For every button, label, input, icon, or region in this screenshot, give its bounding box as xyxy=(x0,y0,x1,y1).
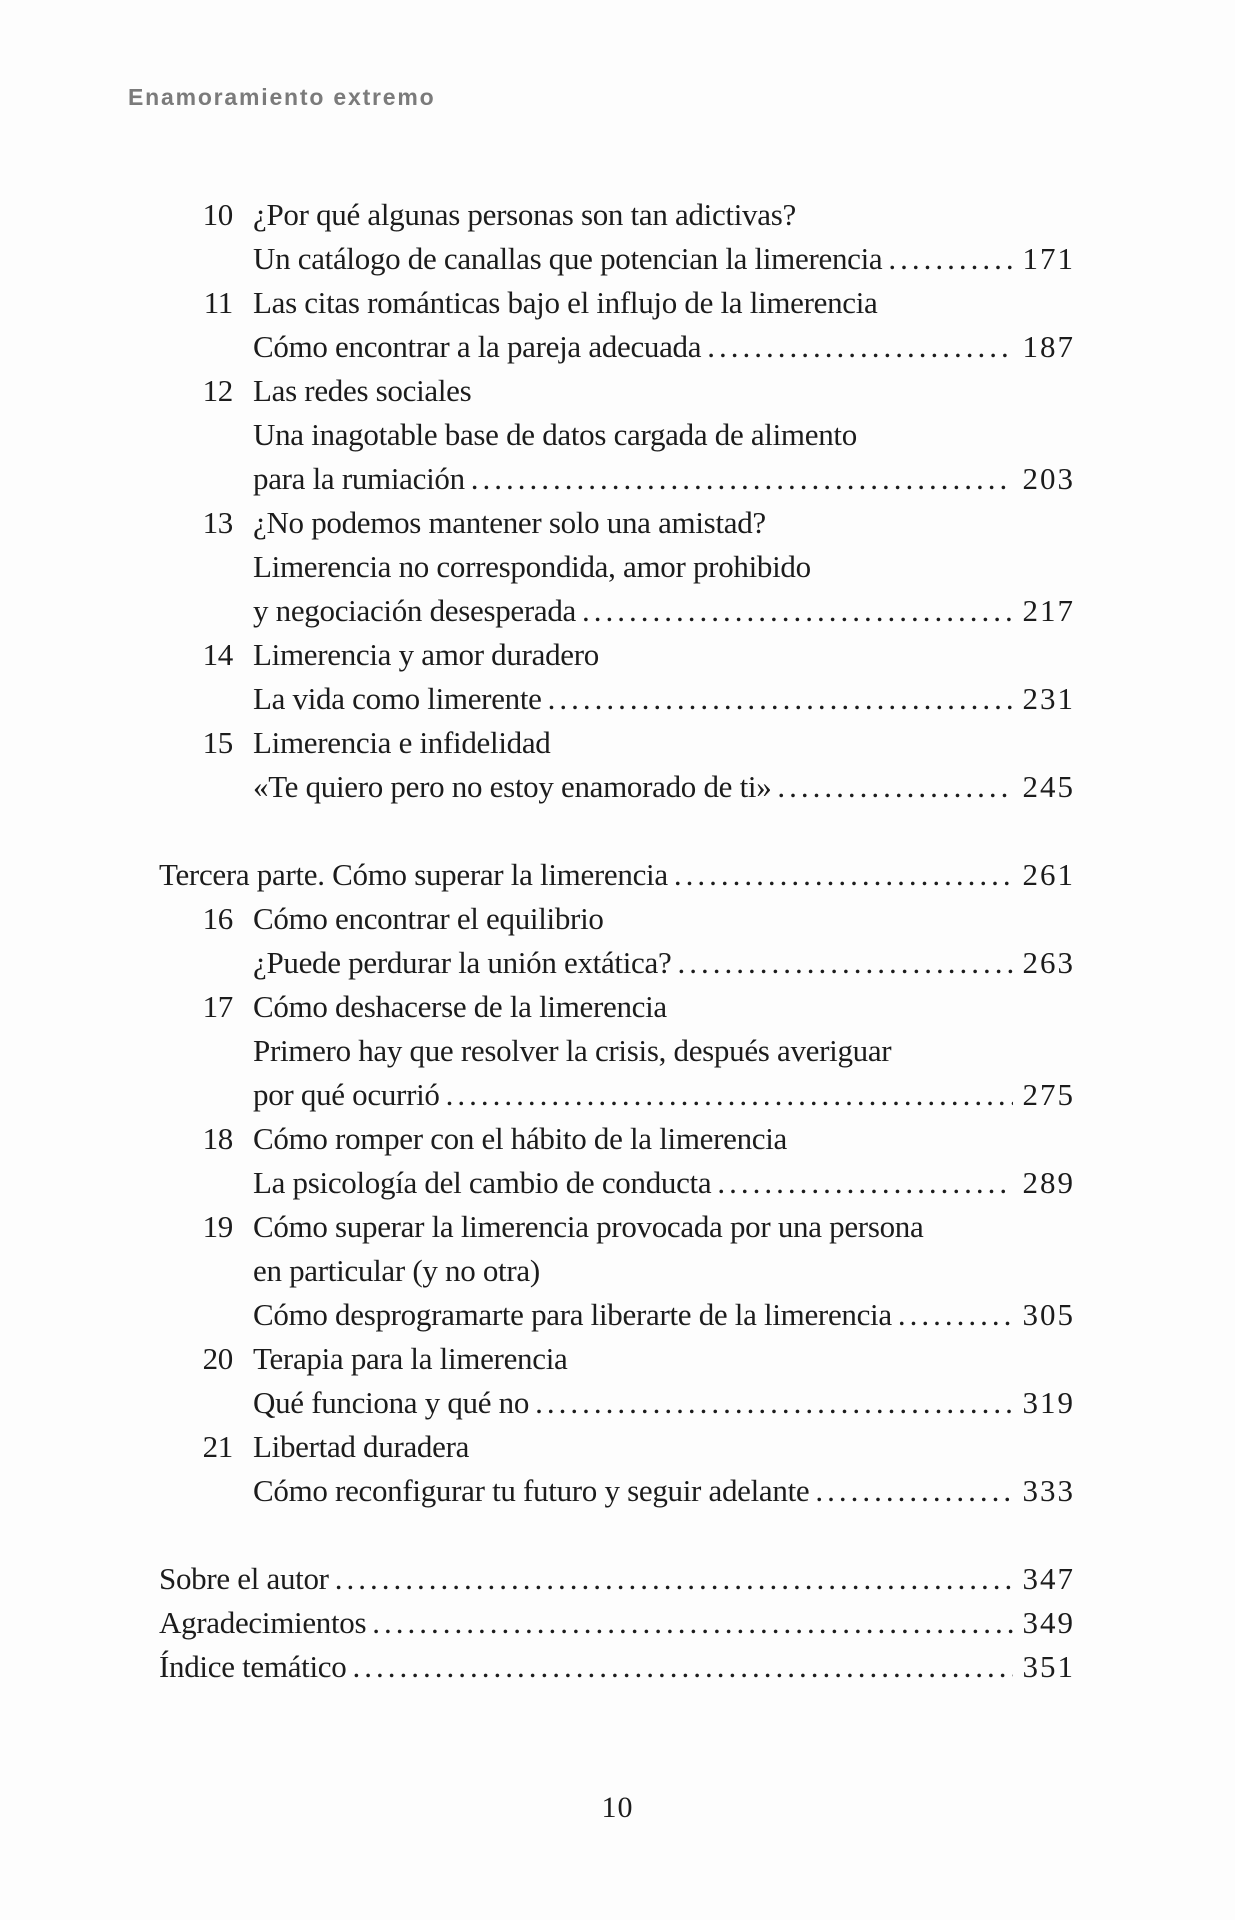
toc-continuation-row xyxy=(159,1381,1075,1425)
toc-chapter-row xyxy=(159,897,1075,941)
dot-leader xyxy=(898,1293,1013,1337)
chapter-number: 18 xyxy=(202,1121,233,1156)
toc-chapter-row xyxy=(159,1205,1075,1249)
toc-part-row xyxy=(159,853,1075,897)
dot-leader xyxy=(707,325,1012,369)
dot-leader xyxy=(674,853,1013,897)
entry-text: en particular (y no otra) xyxy=(253,1253,540,1288)
toc-continuation-row xyxy=(159,765,1075,809)
dot-leader xyxy=(717,1161,1012,1205)
entry-page-number: 347 xyxy=(1022,1561,1075,1596)
toc-backmatter-row xyxy=(159,1601,1075,1645)
entry-text: ¿No podemos mantener solo una amistad? xyxy=(253,505,766,540)
toc-continuation-row xyxy=(159,545,1075,589)
entry-page-number: 289 xyxy=(1022,1165,1075,1200)
entry-page-number: 319 xyxy=(1022,1385,1075,1420)
entry-page-number: 349 xyxy=(1022,1605,1075,1640)
toc-continuation-row xyxy=(159,677,1075,721)
toc-continuation-row xyxy=(159,1469,1075,1513)
toc-continuation-row xyxy=(159,1073,1075,1117)
toc-chapter-row xyxy=(159,633,1075,677)
toc-continuation-row xyxy=(159,1029,1075,1073)
chapter-number: 15 xyxy=(202,725,233,760)
entry-text: Las citas románticas bajo el influjo de la limerencia xyxy=(253,285,878,320)
entry-text: Una inagotable base de datos cargada de alimento xyxy=(253,417,857,452)
entry-page-number: 203 xyxy=(1022,461,1075,496)
entry-text: Tercera parte. Cómo superar la limerencia xyxy=(159,857,668,892)
toc-chapter-row xyxy=(159,1425,1075,1469)
entry-text: Cómo desprogramarte para liberarte de la limerencia xyxy=(253,1297,892,1332)
entry-text: Qué funciona y qué no xyxy=(253,1385,530,1420)
entry-text: para la rumiación xyxy=(253,461,465,496)
entry-text: Primero hay que resolver la crisis, después averiguar xyxy=(253,1033,892,1068)
dot-leader xyxy=(446,1073,1013,1117)
toc-continuation-row xyxy=(159,237,1075,281)
dot-leader xyxy=(677,941,1012,985)
entry-page-number: 171 xyxy=(1022,241,1075,276)
chapter-number: 13 xyxy=(202,505,233,540)
dot-leader xyxy=(471,457,1013,501)
entry-text: Cómo superar la limerencia provocada por una persona xyxy=(253,1209,924,1244)
entry-text: Cómo reconfigurar tu futuro y seguir adelante xyxy=(253,1473,810,1508)
running-header: Enamoramiento extremo xyxy=(128,84,436,110)
chapter-number: 21 xyxy=(202,1429,233,1464)
toc-continuation-row xyxy=(159,589,1075,633)
toc-chapter-row xyxy=(159,501,1075,545)
entry-text: Agradecimientos xyxy=(159,1605,367,1640)
dot-leader xyxy=(777,765,1012,809)
entry-page-number: 351 xyxy=(1022,1649,1075,1684)
toc-continuation-row xyxy=(159,413,1075,457)
entry-text: Limerencia e infidelidad xyxy=(253,725,551,760)
chapter-number: 20 xyxy=(202,1341,233,1376)
entry-page-number: 231 xyxy=(1022,681,1075,716)
chapter-number: 16 xyxy=(202,901,233,936)
entry-page-number: 305 xyxy=(1022,1297,1075,1332)
chapter-number: 19 xyxy=(202,1209,233,1244)
folio-page-number: 10 xyxy=(601,1791,634,1824)
toc-continuation-row xyxy=(159,941,1075,985)
entry-text: Cómo deshacerse de la limerencia xyxy=(253,989,667,1024)
dot-leader xyxy=(582,589,1012,633)
dot-leader xyxy=(372,1601,1012,1645)
entry-page-number: 263 xyxy=(1022,945,1075,980)
toc-chapter-row xyxy=(159,1337,1075,1381)
toc-chapter-row xyxy=(159,1117,1075,1161)
toc-continuation-row xyxy=(159,325,1075,369)
toc-chapter-row xyxy=(159,721,1075,765)
dot-leader xyxy=(548,677,1013,721)
entry-text: Libertad duradera xyxy=(253,1429,470,1464)
toc-backmatter-row xyxy=(159,1645,1075,1689)
entry-text: Las redes sociales xyxy=(253,373,472,408)
entry-text: Cómo encontrar a la pareja adecuada xyxy=(253,329,702,364)
entry-text: por qué ocurrió xyxy=(253,1077,440,1112)
toc-chapter-row xyxy=(159,281,1075,325)
entry-page-number: 187 xyxy=(1022,329,1075,364)
table-of-contents xyxy=(159,193,1075,1689)
entry-text: Limerencia y amor duradero xyxy=(253,637,599,672)
chapter-number: 14 xyxy=(202,637,233,672)
entry-text: y negociación desesperada xyxy=(253,593,577,628)
entry-text: «Te quiero pero no estoy enamorado de ti» xyxy=(253,769,772,804)
toc-chapter-row xyxy=(159,193,1075,237)
entry-text: Índice temático xyxy=(159,1649,347,1684)
entry-page-number: 261 xyxy=(1022,857,1075,892)
entry-page-number: 245 xyxy=(1022,769,1075,804)
dot-leader xyxy=(815,1469,1012,1513)
chapter-number: 10 xyxy=(202,197,233,232)
entry-text: Limerencia no correspondida, amor prohibido xyxy=(253,549,811,584)
entry-text: ¿Puede perdurar la unión extática? xyxy=(253,945,672,980)
entry-text: Cómo encontrar el equilibrio xyxy=(253,901,604,936)
toc-chapter-row xyxy=(159,369,1075,413)
entry-text: Terapia para la limerencia xyxy=(253,1341,568,1376)
dot-leader xyxy=(535,1381,1012,1425)
entry-text: Sobre el autor xyxy=(159,1561,329,1596)
dot-leader xyxy=(352,1645,1012,1689)
entry-text: ¿Por qué algunas personas son tan adictivas? xyxy=(253,197,796,232)
toc-continuation-row xyxy=(159,457,1075,501)
toc-continuation-row xyxy=(159,1161,1075,1205)
dot-leader xyxy=(335,1557,1013,1601)
entry-text: Un catálogo de canallas que potencian la limerencia xyxy=(253,241,883,276)
entry-page-number: 217 xyxy=(1022,593,1075,628)
entry-page-number: 275 xyxy=(1022,1077,1075,1112)
entry-text: La vida como limerente xyxy=(253,681,542,716)
toc-continuation-row xyxy=(159,1293,1075,1337)
toc-chapter-row xyxy=(159,985,1075,1029)
entry-text: La psicología del cambio de conducta xyxy=(253,1165,712,1200)
entry-page-number: 333 xyxy=(1022,1473,1075,1508)
chapter-number: 17 xyxy=(202,989,233,1024)
chapter-number: 12 xyxy=(202,373,233,408)
chapter-number: 11 xyxy=(203,285,233,320)
toc-continuation-row xyxy=(159,1249,1075,1293)
entry-text: Cómo romper con el hábito de la limerencia xyxy=(253,1121,788,1156)
toc-backmatter-row xyxy=(159,1557,1075,1601)
dot-leader xyxy=(888,237,1012,281)
